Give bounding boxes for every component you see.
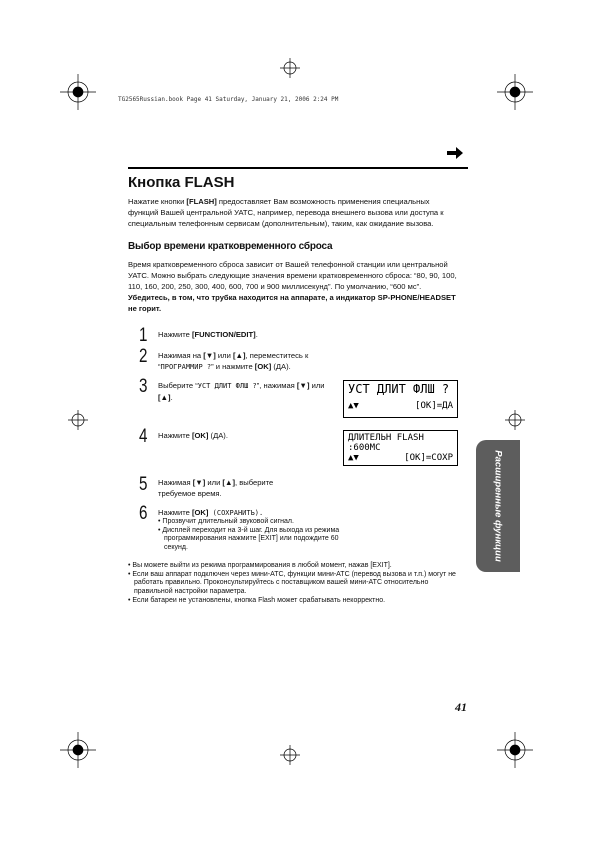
lcd2-ok-hint: [OK]=СОХР — [404, 453, 453, 463]
crop-mark-top-left — [60, 74, 96, 110]
lcd1-line1: УСТ ДЛИТ ФЛШ ? — [348, 382, 450, 396]
crop-mark-top-right — [497, 74, 533, 110]
lcd-display-flash-setting — [343, 380, 458, 418]
step-6-bullets — [158, 518, 348, 553]
lcd1-ok-hint: [OK]=ДА — [415, 401, 453, 411]
step-4-text: Нажмите [OK] (ДА). — [158, 431, 228, 440]
step-4-number: 4 — [139, 426, 148, 447]
crop-mark-bottom-right — [497, 732, 533, 768]
notes-list — [128, 562, 468, 606]
side-tab-label: Расширенные функции — [492, 450, 504, 562]
step-1-text: Нажмите [FUNCTION/EDIT]. — [158, 330, 258, 339]
crop-mark-left-mid — [68, 410, 88, 430]
note-2: • Если ваш аппарат подключен через мини-АТС, функции мини-АТС (перевод вызова и т.п.) могут не работать правильно. Проконсультируйтесь с поставщиком вашей мини-АТС относительно правильной настройки параметра. — [128, 570, 456, 596]
step-5-number: 5 — [139, 474, 148, 495]
title-rule — [128, 167, 468, 169]
lcd1-arrows: ▲▼ — [348, 401, 359, 411]
note-3: • Если батареи не установлены, кнопка Flash может срабатывать некорректно. — [128, 596, 386, 604]
lcd2-arrows: ▲▼ — [348, 453, 359, 463]
flash-time-paragraph: Время кратковременного сброса зависит от Вашей телефонной станции или центральной УАТС. Можно выбрать следующие значения времени кратковременного сброса: “80, 90, 100, 110, 160, 200, 250, 300, 400, 600, 700 и 900 миллисекунд”. По умолчанию, “600 мс”. Убедитесь, в том, что трубка находится на аппарате, а индикатор SP-PHONE/HEADSET не горит. — [128, 260, 457, 313]
step-3-number: 3 — [139, 376, 148, 397]
intro-paragraph: Нажатие кнопки [FLASH] предоставляет Вам возможность применения специальных функций Вашей центральной УАТС, например, перевода внешнего вызова или доступа к специальным телефонным сервисам (дополнительным), таким, как ожидание вызова. — [128, 197, 444, 228]
step-6-bullet-1: • Прозвучит длительный звуковой сигнал. — [158, 518, 294, 525]
section-heading: Выбор времени кратковременного сброса — [128, 241, 333, 252]
step-2-text: Нажимая на [▼] или [▲], переместитесь к “ПРОГРАММИР ?” и нажмите [OK] (ДА). — [158, 351, 309, 371]
step-3-text: Выберите “УСТ ДЛИТ ФЛШ ?”, нажимая [▼] или [▲]. — [158, 381, 325, 402]
lcd2-line1: ДЛИТЕЛЬН FLASH — [348, 433, 424, 443]
step-2-number: 2 — [139, 346, 148, 367]
continue-arrow-icon — [447, 146, 463, 160]
step-1-number: 1 — [139, 325, 148, 346]
step-6-text: Нажмите [OK] (СОХРАНИТЬ). — [158, 508, 264, 517]
print-header-line: TG2565Russian.book Page 41 Saturday, January 21, 2006 2:24 PM — [118, 96, 339, 103]
crop-mark-top-center — [280, 58, 300, 78]
section-side-tab — [476, 440, 520, 572]
step-5-text: Нажимая [▼] или [▲], выберите требуемое время. — [158, 478, 274, 498]
lcd-display-flash-duration — [343, 430, 458, 466]
step-6-number: 6 — [139, 503, 148, 524]
crop-mark-right-mid — [505, 410, 525, 430]
page-number: 41 — [455, 700, 467, 714]
step-6-bullet-2: • Дисплей переходит на 3-й шаг. Для выхода из режима программирования нажмите [EXIT] или подождите 60 секунд. — [158, 526, 340, 552]
crop-mark-bottom-center — [280, 745, 300, 765]
lcd2-line2: :600МС — [348, 443, 381, 453]
crop-mark-bottom-left — [60, 732, 96, 768]
page-title: Кнопка FLASH — [128, 174, 235, 191]
note-1: • Вы можете выйти из режима программирования в любой момент, нажав [EXIT]. — [128, 562, 392, 569]
